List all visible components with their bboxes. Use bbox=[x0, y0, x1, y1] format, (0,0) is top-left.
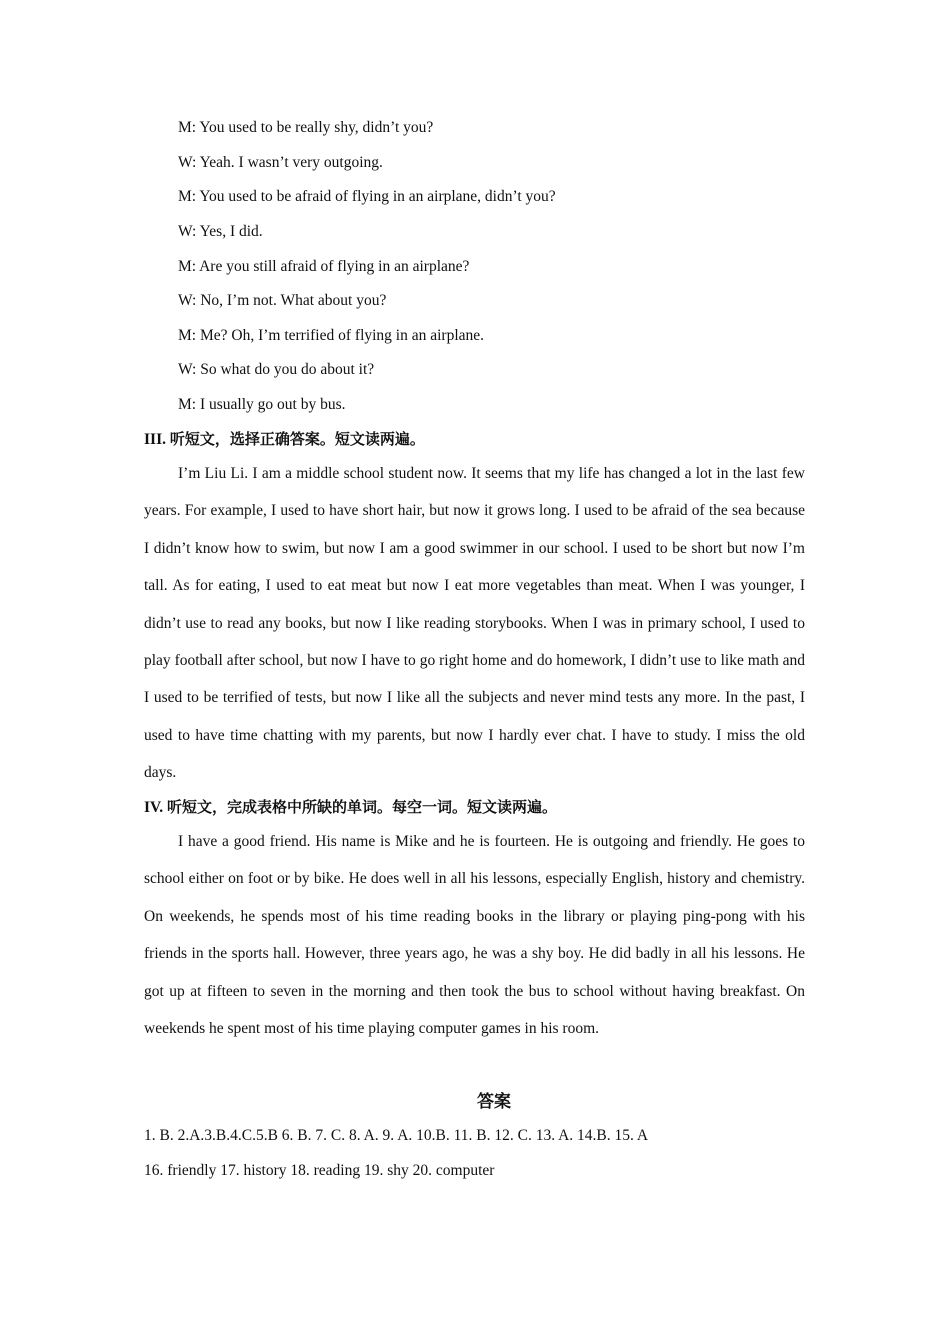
section-3-heading bbox=[144, 429, 425, 450]
dialogue-line: M: Are you still afraid of flying in an airplane? bbox=[178, 258, 470, 275]
section-3-instruction: 听短文，选择正确答案。短文读两遍。 bbox=[169, 430, 425, 448]
dialogue-line: M: Me? Oh, I’m terrified of flying in an airplane. bbox=[178, 327, 485, 344]
section-3-passage: I’m Liu Li. I am a middle school student now. It seems that my life has changed a lot in the last few years. For example, I used to have short hair, but now it grows long. I used to be afraid of the sea because I didn’t know how to swim, but now I am a good swimmer in our school. I used to be short but now I’m tall. As for eating, I used to eat meat but now I eat more vegetables than meat. When I was younger, I didn’t use to read any books, but now I like reading storybooks. When I was in primary school, I used to play football after school, but now I have to go right home and do homework, I didn’t use to like math and I used to be terrified of tests, but now I like all the subjects and never mind tests any more. In the past, I used to have time chatting with my parents, but now I hardly ever chat. I have to study. I miss the old days. bbox=[144, 465, 805, 782]
dialogue-line: M: You used to be afraid of flying in an airplane, didn’t you? bbox=[178, 188, 556, 205]
dialogue-line: W: No, I’m not. What about you? bbox=[178, 292, 387, 309]
dialogue-line: M: I usually go out by bus. bbox=[178, 396, 346, 413]
section-4-passage: I have a good friend. His name is Mike and he is fourteen. He is outgoing and friendly. He goes to school either on foot or by bike. He does well in all his lessons, especially English, history and chemistry. On weekends, he spends most of his time reading books in the library or playing ping-pong with his friends in the sports hall. However, three years ago, he was a shy boy. He did badly in all his lessons. He got up at fifteen to seven in the morning and then took the bus to school without having breakfast. On weekends he spent most of his time playing computer games in his room. bbox=[144, 833, 805, 1038]
dialogue-line: W: Yes, I did. bbox=[178, 223, 263, 240]
dialogue-line: M: You used to be really shy, didn’t you? bbox=[178, 119, 434, 136]
section-4-instruction: 听短文，完成表格中所缺的单词。每空一词。短文读两遍。 bbox=[166, 798, 557, 816]
answers-title: 答案 bbox=[477, 1092, 511, 1112]
section-4-number: IV. bbox=[144, 799, 164, 816]
answers-line-2: 16. friendly 17. history 18. reading 19. shy 20. computer bbox=[144, 1162, 495, 1179]
answers-line-1: 1. B. 2.A.3.B.4.C.5.B 6. B. 7. C. 8. A. 9. A. 10.B. 11. B. 12. C. 13. A. 14.B. 15. A bbox=[144, 1127, 649, 1144]
section-4-heading bbox=[144, 797, 557, 818]
dialogue-line: W: So what do you do about it? bbox=[178, 361, 375, 378]
dialogue-line: W: Yeah. I wasn’t very outgoing. bbox=[178, 154, 383, 171]
section-3-number: III. bbox=[144, 431, 166, 448]
